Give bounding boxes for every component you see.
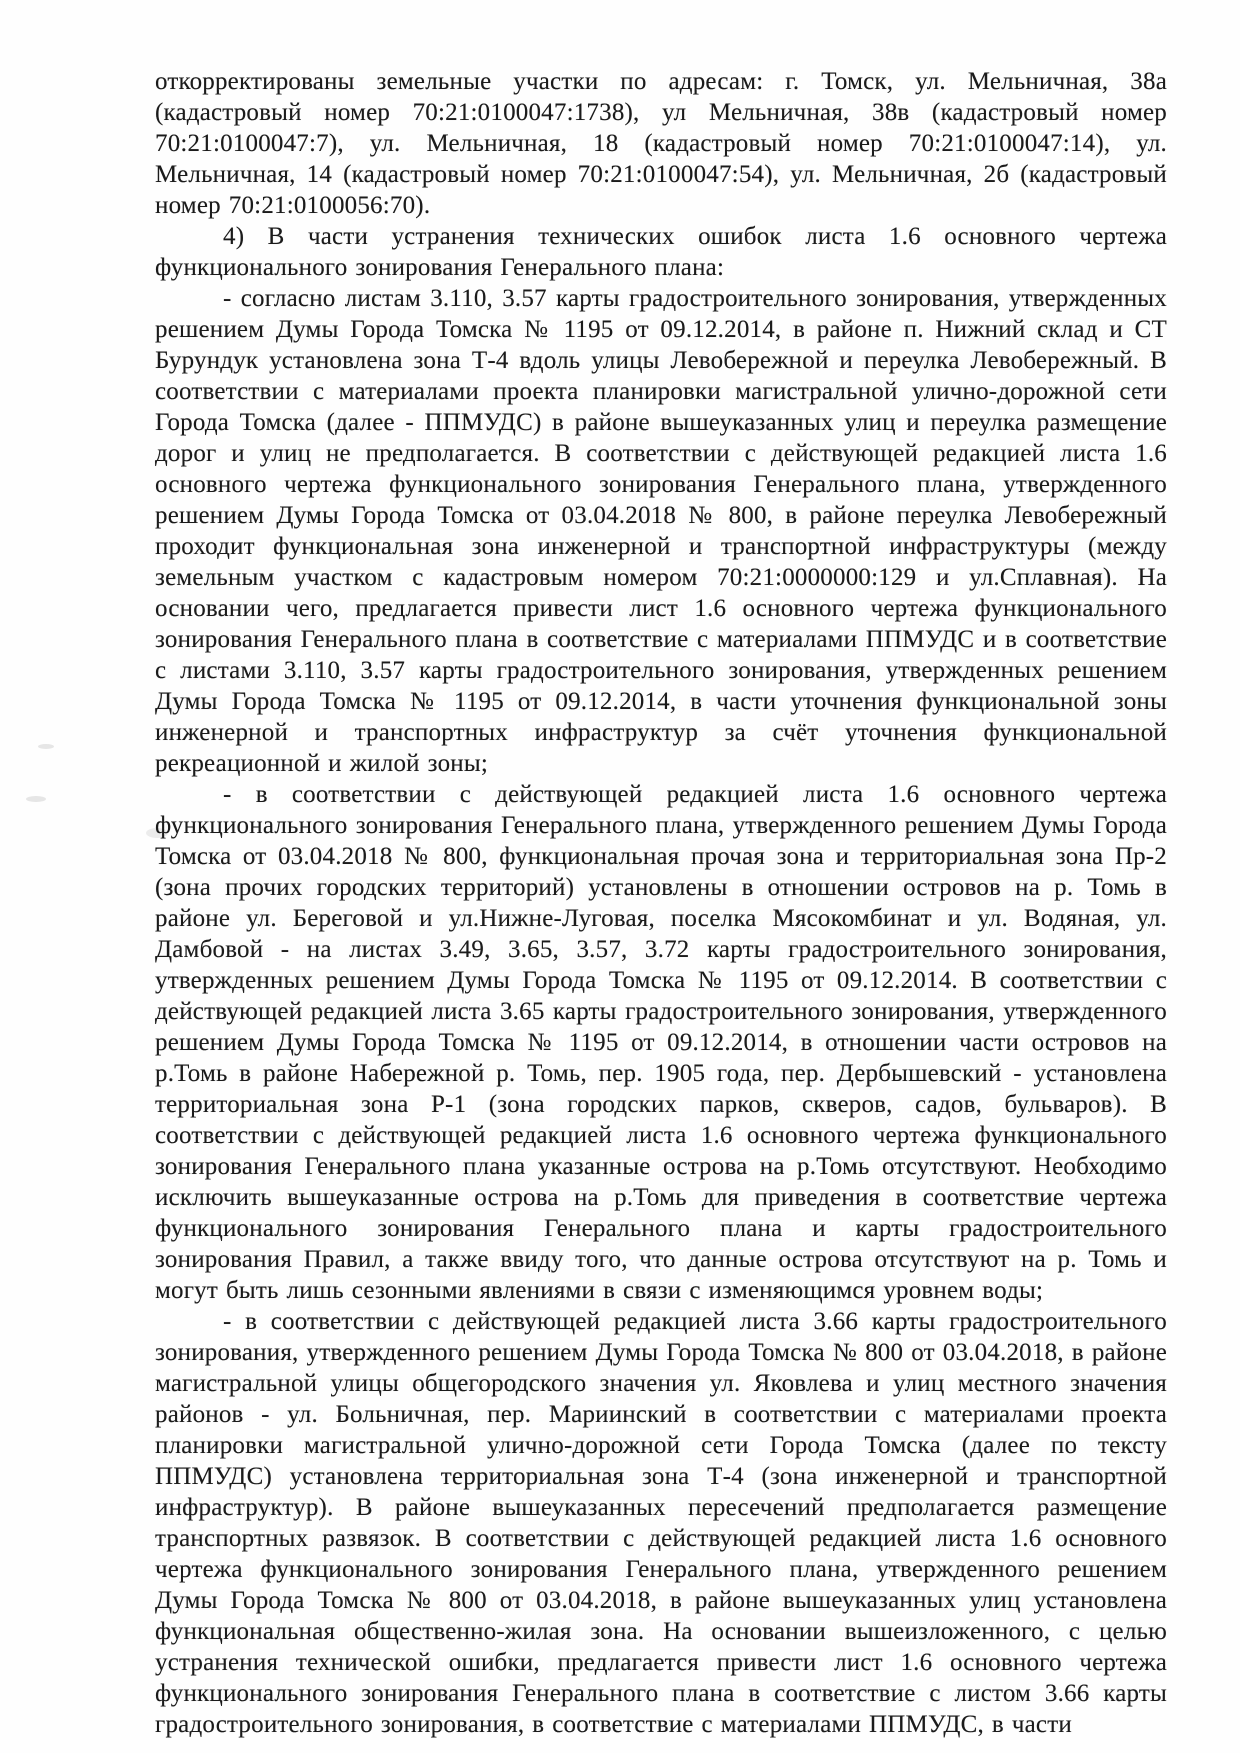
paragraph-bullet-sheets-3-110-3-57: - согласно листам 3.110, 3.57 карты градостроительного зонирования, утвержденных решением Думы Города Томска № 1195 от 09.12.2014, в районе п. Нижний склад и СТ Бурундук установлена зона Т-4 вдоль улицы Левобережной и переулка Левобережный. В соответствии с материалами проекта планировки магистральной улично-дорожной сети Города Томска (далее - ППМУДС) в районе вышеуказанных улиц и переулка размещение дорог и улиц не предполагается. В соответствии с действующей редакцией листа 1.6 основного чертежа функционального зонирования Генерального плана, утвержденного решением Думы Города Томска от 03.04.2018 № 800, в районе переулка Левобережный проходит функциональная зона инженерной и транспортной инфраструктуры (между земельным участком с кадастровым номером 70:21:0000000:129 и ул.Сплавная). На основании чего, предлагается привести лист 1.6 основного чертежа функционального зонирования Генерального плана в соответствие с материалами ППМУДС и в соответствие с листами 3.110, 3.57 карты градостроительного зонирования, утвержденных решением Думы Города Томска № 1195 от 09.12.2014, в части уточнения функциональной зоны инженерной и транспортных инфраструктур за счёт уточнения функциональной рекреационной и жилой зоны; bbox=[155, 285, 1167, 777]
paragraph-bullet-islands-tom-river: - в соответствии с действующей редакцией листа 1.6 основного чертежа функционального зонирования Генерального плана, утвержденного решением Думы Города Томска от 03.04.2018 № 800, функциональная прочая зона и территориальная зона Пр-2 (зона прочих городских территорий) установлены в отношении островов на р. Томь в районе ул. Береговой и ул.Нижне-Луговая, поселка Мясокомбинат и ул. Водяная, ул. Дамбовой - на листах 3.49, 3.65, 3.57, 3.72 карты градостроительного зонирования, утвержденных решением Думы Города Томска № 1195 от 09.12.2014. В соответствии с действующей редакцией листа 3.65 карты градостроительного зонирования, утвержденного решением Думы Города Томска № 1195 от 09.12.2014, в отношении части островов на р.Томь в районе Набережной р. Томь, пер. 1905 года, пер. Дербышевский - установлена территориальная зона Р-1 (зона городских парков, скверов, садов, бульваров). В соответствии с действующей редакцией листа 1.6 основного чертежа функционального зонирования Генерального плана указанные острова на р.Томь отсутствуют. Необходимо исключить вышеуказанные острова на р.Томь для приведения в соответствие чертежа функционального зонирования Генерального плана и карты градостроительного зонирования Правил, а также ввиду того, что данные острова отсутствуют на р. Томь и могут быть лишь сезонными явлениями в связи с изменяющимся уровнем воды; bbox=[155, 781, 1167, 1304]
scan-smudge bbox=[26, 796, 46, 802]
document-text-block bbox=[155, 66, 1167, 1740]
paragraph-continuation-land-plots: откорректированы земельные участки по адресам: г. Томск, ул. Мельничная, 38а (кадастровый номер 70:21:0100047:1738), ул Мельничная, 38в (кадастровый номер 70:21:0100047:7), ул. Мельничная, 18 (кадастровый номер 70:21:0100047:14), ул. Мельничная, 14 (кадастровый номер 70:21:0100047:54), ул. Мельничная, 2б (кадастровый номер 70:21:0100056:70). bbox=[155, 68, 1167, 219]
paragraph-item-4-heading: 4) В части устранения технических ошибок листа 1.6 основного чертежа функционального зонирования Генерального плана: bbox=[155, 223, 1167, 281]
paragraph-bullet-sheet-3-66: - в соответствии с действующей редакцией листа 3.66 карты градостроительного зонирования, утвержденного решением Думы Города Томска № 800 от 03.04.2018, в районе магистральной улицы общегородского значения ул. Яковлева и улиц местного значения районов - ул. Больничная, пер. Мариинский в соответствии с материалами проекта планировки магистральной улично-дорожной сети Города Томска (далее по тексту ППМУДС) установлена территориальная зона Т-4 (зона инженерной и транспортной инфраструктур). В районе вышеуказанных пересечений предполагается размещение транспортных развязок. В соответствии с действующей редакцией листа 1.6 основного чертежа функционального зонирования Генерального плана, утвержденного решением Думы Города Томска № 800 от 03.04.2018, в районе вышеуказанных улиц установлена функциональная общественно-жилая зона. На основании вышеизложенного, с целью устранения технической ошибки, предлагается привести лист 1.6 основного чертежа функционального зонирования Генерального плана в соответствие с листом 3.66 карты градостроительного зонирования, в соответствие с материалами ППМУДС, в части bbox=[155, 1308, 1167, 1738]
scan-smudge bbox=[38, 744, 54, 749]
